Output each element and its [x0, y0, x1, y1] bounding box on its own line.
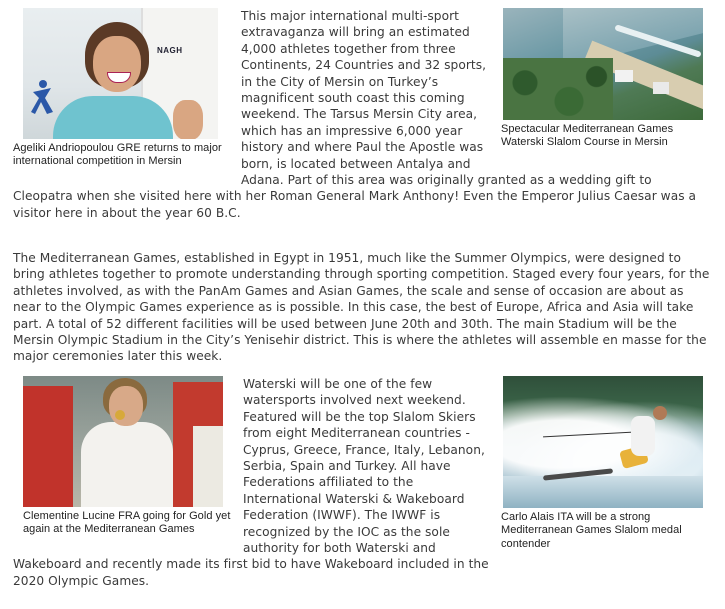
photo-block-andriopoulou	[13, 8, 228, 169]
waterski-paragraph: Waterski will be one of the few watersports involved next weekend. Featured will be the top Slalom Skiers from eight Mediterranean countries - Cyprus, Greece, France, Italy, Lebanon, Serbia, Spain and Turkey. All have Federations affiliated to the International Waterski & Wakeboard Federation (IWWF). The IWWF is recognized by the IOC as the sole authority for both Waterski and Wakeboard and recently made its first bid to have Wakeboard included in the 2020 Olympic Games.	[13, 377, 489, 588]
federation-logo-icon	[29, 78, 55, 118]
aerial-course-photo-icon	[503, 8, 703, 120]
photo-block-lucine	[23, 376, 233, 537]
history-paragraph: The Mediterranean Games, established in Egypt in 1951, much like the Summer Olympics, were designed to bring athletes together to promote understanding through sporting competition. Staged every four years, for the athletes involved, as with the PanAm Games and Asian Games, the scale and sense of occasion are about as near to the Olympic Games experience as is possible. In this case, the best of Europe, Africa and Asia will take part. A total of 52 different facilities will be used between June 20th and 30th. The main Stadium will be the Mersin Olympic Stadium in the City’s Yenisehir district. This is where the athletes will assemble en masse for the major ceremonies later this week.	[13, 251, 710, 364]
waterskier-photo-icon	[503, 376, 703, 508]
section-waterski	[13, 376, 713, 589]
photo-caption: Spectacular Mediterranean Games Waterski Slalom Course in Mersin	[501, 123, 674, 149]
section-intro	[13, 8, 713, 221]
photo-block-course	[501, 8, 713, 150]
medalist-photo-icon	[23, 376, 223, 507]
photo-block-alais	[501, 376, 713, 551]
athlete-portrait-icon	[23, 8, 218, 139]
photo-caption: Ageliki Andriopoulou GRE returns to major international competition in Mersin	[13, 142, 222, 168]
intro-paragraph: This major international multi-sport extravaganza will bring an estimated 4,000 athletes together from three Continents, 24 Countries and 32 sports, in the City of Mersin on Turkey’s magnificent south coast this coming weekend. The Tarsus Mersin City area, which has an impressive 6,000 year history and where Paul the Apostle was born, is located between Antalya and Adana. Part of this area was originally granted as a wedding gift to Cleopatra when she visited here with her Roman General Mark Anthony! Even the Emperor Julius Caesar was a visitor here in about the year 60 B.C.	[13, 9, 697, 220]
section-games-history	[13, 250, 713, 365]
photo-caption: Clementine Lucine FRA going for Gold yet again at the Mediterranean Games	[23, 510, 231, 536]
sign-text: NAGH	[157, 46, 183, 55]
photo-caption: Carlo Alais ITA will be a strong Mediterranean Games Slalom medal contender	[501, 511, 682, 550]
